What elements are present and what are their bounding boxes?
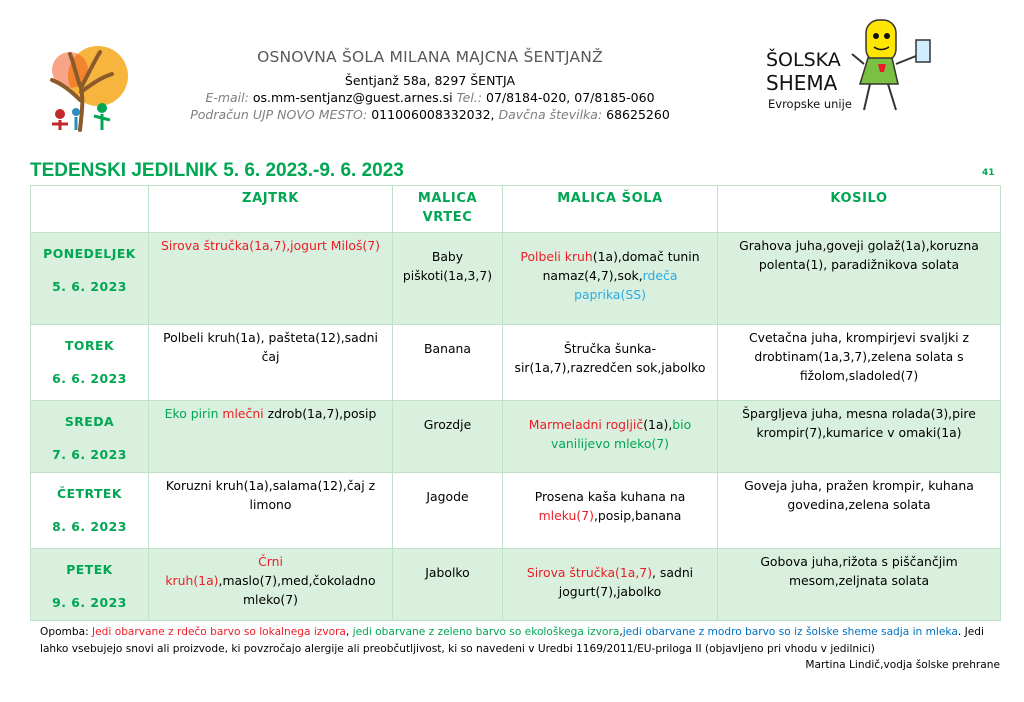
malica-vrtec-cell: Grozdje: [393, 401, 503, 473]
kosilo-cell: Gobova juha,rižota s piščančjim mesom,zeljnata solata: [718, 549, 1001, 621]
malica-sola-cell: [503, 325, 718, 401]
note-segment: jedi obarvane z zeleno barvo so ekološkega izvora: [352, 626, 620, 638]
kosilo-cell: Cvetačna juha, krompirjevi svaljki z drobtinam(1a,3,7),zelena solata s fižolom,sladoled(7): [718, 325, 1001, 401]
tax-number: 68625260: [606, 107, 670, 122]
menu-row-torek: [31, 325, 1001, 401]
logo-line2: SHEMA: [766, 71, 838, 95]
zajtrk-cell: [149, 549, 393, 621]
kosilo-cell: Špargljeva juha, mesna rolada(3),pire krompir(7),kumarice v omaki(1a): [718, 401, 1001, 473]
day-name: ČETRTEK: [56, 486, 122, 501]
header-vrtec-line1: MALICA: [417, 191, 478, 206]
kosilo-cell: Goveja juha, pražen krompir, kuhana govedina,zelena solata: [718, 473, 1001, 549]
menu-text-segment: bio vanilijevo mleko(7): [550, 417, 692, 451]
day-cell: [31, 549, 149, 621]
menu-text-segment: Polbeli kruh(1a), pašteta(12),sadni čaj: [163, 330, 378, 364]
day-date: 6. 6. 2023: [52, 371, 127, 386]
school-contact: [150, 89, 710, 106]
menu-text-segment: ,posip,banana: [593, 508, 682, 523]
menu-text-segment: Polbeli kruh: [520, 249, 593, 264]
menu-text-segment: mleku(7): [538, 508, 594, 523]
menu-text-segment: Črni kruh(1a): [165, 554, 283, 588]
menu-text-segment: Koruzni kruh(1a),salama(12),čaj z limono: [165, 478, 376, 512]
zajtrk-cell: [149, 473, 393, 549]
telephone: 07/8184-020, 07/8185-060: [486, 90, 655, 105]
day-date: 8. 6. 2023: [52, 519, 127, 534]
school-address: Šentjanž 58a, 8297 ŠENTJA: [344, 73, 516, 88]
malica-vrtec-cell: Banana: [393, 325, 503, 401]
zajtrk-cell: [149, 233, 393, 325]
menu-text-segment: Marmeladni rogljič: [528, 417, 644, 432]
menu-text-segment: Štručka šunka-sir(1a,7),razredčen sok,jabolko: [514, 341, 706, 375]
menu-text-segment: (1a),: [643, 417, 673, 432]
email-address[interactable]: os.mm-sentjanz@guest.arnes.si: [252, 90, 453, 105]
malica-sola-cell: [503, 233, 718, 325]
kosilo-cell: Grahova juha,goveji golaž(1a),koruzna polenta(1), paradižnikova solata: [718, 233, 1001, 325]
zajtrk-cell: [149, 325, 393, 401]
menu-row-četrtek: [31, 473, 1001, 549]
day-date: 7. 6. 2023: [52, 447, 127, 462]
school-account: [150, 106, 710, 123]
weekly-menu-table: [30, 185, 1001, 621]
day-date: 9. 6. 2023: [52, 595, 127, 610]
menu-text-segment: (1a),domač tunin namaz(4,7),sok,: [542, 249, 700, 283]
menu-text-segment: , sadni jogurt(7),jabolko: [558, 565, 694, 599]
account-number: 011006008332032,: [371, 107, 495, 122]
menu-note: [40, 624, 1002, 658]
day-name: SREDA: [64, 414, 115, 429]
menu-text-segment: Sirova štručka(1a,7): [526, 565, 653, 580]
menu-text-segment: Sirova štručka(1a,7),jogurt Miloš(7): [161, 238, 380, 253]
header-zajtrk: ZAJTRK: [149, 186, 393, 233]
day-name: PETEK: [66, 562, 113, 577]
malica-sola-cell: [503, 401, 718, 473]
malica-sola-cell: [503, 473, 718, 549]
school-header: [150, 48, 710, 123]
menu-text-segment: zdrob(1a,7),posip: [263, 406, 377, 421]
menu-text-segment: mlečni: [222, 406, 264, 421]
account-label: Podračun UJP NOVO MESTO:: [190, 107, 368, 122]
menu-title: TEDENSKI JEDILNIK 5. 6. 2023.-9. 6. 2023: [30, 160, 404, 181]
menu-row-sreda: [31, 401, 1001, 473]
header-empty-cell: [31, 186, 149, 233]
note-segment: jedi obarvane z modro barvo so iz šolske sheme sadja in mleka: [622, 626, 958, 638]
malica-vrtec-cell: Jabolko: [393, 549, 503, 621]
header-malica-vrtec: [393, 186, 503, 233]
menu-text-segment: Eko pirin: [164, 406, 223, 421]
menu-body: [31, 233, 1001, 621]
tel-label: Tel.:: [456, 90, 483, 105]
day-cell: [31, 473, 149, 549]
note-segment: ,: [619, 626, 623, 638]
header-malica-sola: MALICA ŠOLA: [503, 186, 718, 233]
zajtrk-cell: [149, 401, 393, 473]
day-date: 5. 6. 2023: [52, 279, 127, 294]
email-label: E-mail:: [205, 90, 249, 105]
note-segment: Jedi obarvane z rdečo barvo so lokalnega izvora: [92, 626, 346, 638]
header-vrtec-line2: VRTEC: [422, 210, 473, 225]
menu-text-segment: Prosena kaša kuhana na: [534, 489, 686, 504]
school-name: OSNOVNA ŠOLA MILANA MAJCNA ŠENTJANŽ: [257, 48, 603, 66]
table-header-row: [31, 186, 1001, 233]
malica-vrtec-cell: Jagode: [393, 473, 503, 549]
note-segment: Opomba:: [40, 626, 93, 638]
menu-row-ponedeljek: [31, 233, 1001, 325]
malica-sola-cell: [503, 549, 718, 621]
menu-text-segment: rdeča paprika(SS): [574, 268, 678, 302]
school-scheme-logo: [760, 14, 960, 116]
logo-line1: ŠOLSKA: [766, 49, 841, 71]
note-segment: . Jedi lahko vsebujejo snovi ali proizvode, ki povzročajo alergije ali preobčutljivost, ki so navedeni v Uredbi 1169/2011/EU-priloga II (objavljeno pri vhodu v jedilnici): [40, 626, 984, 655]
malica-vrtec-cell: Baby piškoti(1a,3,7): [393, 233, 503, 325]
day-name: TOREK: [64, 338, 115, 353]
logo-line3: Evropske unije: [768, 97, 852, 111]
page-number: 41: [982, 168, 995, 178]
day-cell: [31, 401, 149, 473]
day-name: PONEDELJEK: [43, 246, 136, 261]
menu-row-petek: [31, 549, 1001, 621]
header-kosilo: KOSILO: [718, 186, 1001, 233]
note-segment: ,: [345, 626, 353, 638]
school-tree-logo: [40, 40, 132, 132]
tax-label: Davčna številka:: [498, 107, 603, 122]
day-cell: [31, 325, 149, 401]
day-cell: [31, 233, 149, 325]
menu-text-segment: ,maslo(7),med,čokoladno mleko(7): [218, 573, 376, 607]
signature: Martina Lindič,vodja šolske prehrane: [805, 659, 1000, 671]
